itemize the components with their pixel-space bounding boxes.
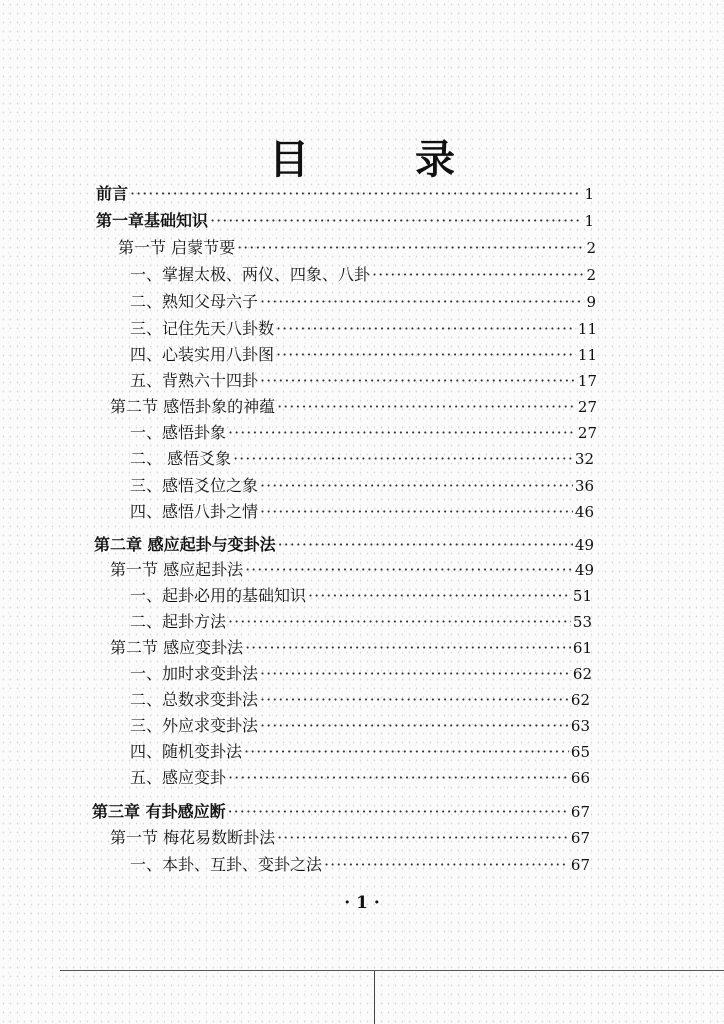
toc-entry-label: 第二节 感应变卦法 bbox=[110, 638, 244, 657]
toc-entry-label: 一、本卦、互卦、变卦之法 bbox=[130, 855, 323, 874]
toc-entry bbox=[94, 534, 594, 556]
leader-dots bbox=[260, 689, 569, 711]
toc-entry-label: 一、掌握太极、两仪、四象、八卦 bbox=[130, 265, 371, 284]
toc-entry-page: 49 bbox=[574, 561, 594, 579]
toc-entry-label: 第二章 感应起卦与变卦法 bbox=[94, 535, 276, 554]
toc-entry-label: 三、记住先天八卦数 bbox=[130, 319, 275, 338]
toc-entry bbox=[130, 585, 592, 607]
toc-entry-page: 66 bbox=[570, 769, 590, 787]
toc-entry-label: 四、心装实用八卦图 bbox=[130, 345, 275, 364]
toc-entry-label: 五、背熟六十四卦 bbox=[130, 371, 259, 390]
leader-dots bbox=[260, 663, 571, 685]
leader-dots bbox=[278, 534, 573, 556]
toc-entry bbox=[110, 559, 594, 581]
leader-dots bbox=[276, 318, 576, 340]
toc-entry-label: 第二节 感悟卦象的神蕴 bbox=[110, 397, 276, 416]
toc-entry-label: 第一节 启蒙节要 bbox=[118, 238, 236, 257]
leader-dots bbox=[276, 344, 576, 366]
toc-entry-label: 三、外应求变卦法 bbox=[130, 716, 259, 735]
toc-entry bbox=[130, 291, 596, 313]
toc-entry-label: 五、感应变卦 bbox=[130, 768, 227, 787]
toc-entry bbox=[96, 183, 594, 205]
page-number: · 1 · bbox=[344, 893, 380, 913]
leader-dots bbox=[372, 264, 584, 286]
bottom-rule bbox=[60, 970, 724, 971]
toc-entry bbox=[110, 396, 597, 418]
toc-entry-page: 9 bbox=[586, 293, 596, 311]
toc-entry-page: 36 bbox=[574, 477, 594, 495]
toc-entry-page: 11 bbox=[577, 346, 597, 364]
toc-entry bbox=[130, 501, 594, 523]
toc-entry bbox=[130, 264, 596, 286]
leader-dots bbox=[260, 501, 573, 523]
toc-entry-label: 一、加时求变卦法 bbox=[130, 664, 259, 683]
leader-dots bbox=[245, 637, 571, 659]
leader-dots bbox=[260, 291, 584, 313]
leader-dots bbox=[210, 210, 582, 232]
toc-entry-label: 一、感悟卦象 bbox=[130, 423, 227, 442]
leader-dots bbox=[228, 801, 569, 823]
toc-entry-label: 二、 感悟爻象 bbox=[130, 449, 232, 468]
toc-entry-label: 四、感悟八卦之情 bbox=[130, 502, 259, 521]
toc-entry-label: 第一节 梅花易数断卦法 bbox=[110, 828, 276, 847]
toc-entry bbox=[130, 448, 594, 470]
toc-entry bbox=[130, 422, 597, 444]
toc-entry bbox=[130, 854, 590, 876]
toc-entry-page: 63 bbox=[570, 717, 590, 735]
leader-dots bbox=[237, 237, 584, 259]
toc-entry-page: 62 bbox=[570, 691, 590, 709]
toc-entry bbox=[130, 663, 592, 685]
toc-entry-page: 53 bbox=[572, 613, 592, 631]
leader-dots bbox=[228, 767, 569, 789]
toc-entry-page: 65 bbox=[570, 743, 590, 761]
leader-dots bbox=[277, 827, 569, 849]
toc-entry-page: 2 bbox=[586, 266, 596, 284]
toc-entry-label: 前言 bbox=[96, 184, 129, 203]
toc-entry-page: 2 bbox=[586, 239, 596, 257]
toc-entry-label: 第三章 有卦感应断 bbox=[92, 802, 226, 821]
leader-dots bbox=[244, 741, 569, 763]
leader-dots bbox=[228, 422, 576, 444]
leader-dots bbox=[324, 854, 569, 876]
toc-entry-page: 11 bbox=[577, 320, 597, 338]
toc-entry-page: 49 bbox=[574, 536, 594, 554]
leader-dots bbox=[260, 715, 569, 737]
leader-dots bbox=[245, 559, 573, 581]
toc-entry-label: 二、总数求变卦法 bbox=[130, 690, 259, 709]
toc-entry bbox=[130, 318, 597, 340]
leader-dots bbox=[277, 396, 576, 418]
toc-entry-page: 46 bbox=[574, 503, 594, 521]
leader-dots bbox=[260, 475, 573, 497]
toc-entry-page: 61 bbox=[572, 639, 592, 657]
page-title: 目 录 bbox=[269, 137, 501, 183]
toc-entry-page: 17 bbox=[577, 372, 597, 390]
toc-entry-page: 62 bbox=[572, 665, 592, 683]
toc-entry-label: 第一章基础知识 bbox=[96, 211, 209, 230]
gutter-line bbox=[374, 971, 375, 1024]
toc-entry bbox=[130, 344, 597, 366]
toc-entry bbox=[130, 741, 590, 763]
toc-entry bbox=[110, 827, 590, 849]
toc-entry bbox=[130, 715, 590, 737]
leader-dots bbox=[233, 448, 573, 470]
toc-entry-page: 27 bbox=[577, 398, 597, 416]
toc-entry-label: 二、熟知父母六子 bbox=[130, 292, 259, 311]
toc-entry bbox=[96, 210, 594, 232]
toc-entry-page: 67 bbox=[570, 803, 590, 821]
leader-dots bbox=[260, 370, 576, 392]
toc-entry bbox=[92, 801, 590, 823]
leader-dots bbox=[308, 585, 571, 607]
leader-dots bbox=[228, 611, 571, 633]
toc-entry-page: 27 bbox=[577, 424, 597, 442]
toc-entry-label: 一、起卦必用的基础知识 bbox=[130, 586, 307, 605]
leader-dots bbox=[130, 183, 582, 205]
toc-entry-page: 32 bbox=[574, 450, 594, 468]
toc-entry-label: 二、起卦方法 bbox=[130, 612, 227, 631]
toc-entry bbox=[118, 237, 596, 259]
toc-entry-label: 四、随机变卦法 bbox=[130, 742, 243, 761]
toc-entry bbox=[130, 689, 590, 711]
toc-entry-page: 1 bbox=[584, 212, 594, 230]
toc-entry-page: 51 bbox=[572, 587, 592, 605]
toc-entry-page: 1 bbox=[584, 185, 594, 203]
toc-entry-page: 67 bbox=[570, 829, 590, 847]
toc-entry bbox=[130, 611, 592, 633]
toc-entry bbox=[130, 475, 594, 497]
toc-entry-label: 三、感悟爻位之象 bbox=[130, 476, 259, 495]
toc-entry bbox=[130, 767, 590, 789]
toc-entry-page: 67 bbox=[570, 856, 590, 874]
toc-entry-label: 第一节 感应起卦法 bbox=[110, 560, 244, 579]
toc-entry bbox=[130, 370, 597, 392]
toc-entry bbox=[110, 637, 592, 659]
